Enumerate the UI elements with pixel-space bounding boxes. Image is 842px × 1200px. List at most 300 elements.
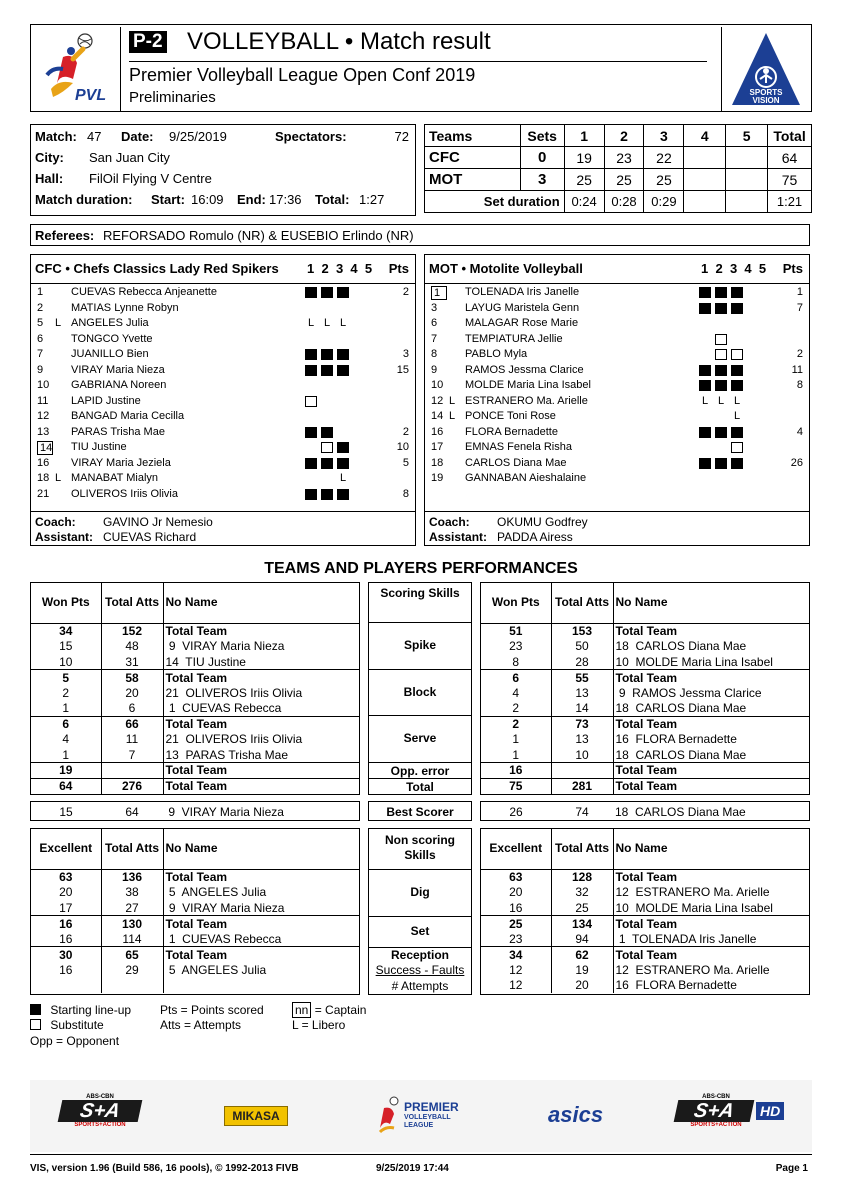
legend-points: Pts = Points scored [160,1003,264,1017]
set-duration [726,191,768,213]
home-coach: GAVINO Jr Nemesio [103,515,213,529]
set4-header: 4 [684,125,726,147]
table-row [481,639,809,655]
total-score: 64 [768,147,812,169]
starting-square-icon [699,287,711,298]
skill-total: Total [406,780,434,794]
row-name: 1 TOLENADA Iris Janelle [615,931,757,946]
set-score: 25 [644,169,684,191]
excellent-header: Excellent [31,829,101,869]
set-duration: 0:24 [564,191,604,213]
player-row [31,379,415,395]
starting-square-icon [30,1004,41,1015]
player-row [425,457,809,473]
starting-square-icon [337,349,349,360]
row-name: 9 VIRAY Maria Nieza [165,639,285,654]
coach-label: Coach: [429,515,470,529]
libero-marker: L [449,394,456,407]
row-value-b: 48 [101,639,163,655]
row-value-b: 13 [551,732,613,748]
player-points: 5 [402,456,409,469]
row-value-a: 12 [481,978,551,994]
legend-libero: L = Libero [292,1018,346,1032]
player-number: 8 [431,348,438,360]
home-nonscoring-table [31,829,359,993]
scoring-skills-header: Scoring Skills [380,586,460,600]
player-name: MOLDE Maria Lina Isabel [465,379,591,391]
hall-label: Hall: [35,171,64,186]
table-row [31,885,359,901]
substitute-square-icon [305,396,317,407]
starting-square-icon [731,380,743,391]
row-name: Total Team [163,670,359,686]
starting-square-icon [337,442,349,453]
row-value-b: 32 [551,885,613,901]
total-atts-header: Total Atts [101,583,163,623]
player-name: JUANILLO Bien [71,348,149,360]
player-name: MATIAS Lynne Robyn [71,301,179,314]
player-row [425,426,809,442]
starting-square-icon [305,427,317,438]
row-value-b: 27 [101,900,163,916]
total-atts-header: Total Atts [551,583,613,623]
total-time: 1:27 [359,192,385,207]
row-value-b: 28 [551,654,613,670]
s-plus-a-text: S+A [674,1100,755,1122]
set-duration: 0:28 [604,191,644,213]
team-code: MOT [425,169,521,191]
player-row [425,395,809,411]
player-row [425,286,809,302]
row-value-b: 13 [551,685,613,701]
starting-square-icon [699,365,711,376]
starting-square-icon [731,427,743,438]
row-value-b: 136 [101,869,163,885]
player-number: 18 [431,456,444,469]
row-name: 1 CUEVAS Rebecca [165,931,282,946]
set-score: 23 [604,147,644,169]
player-number: 12 [431,394,444,407]
player-points: 11 [791,363,803,376]
row-value-a: 1 [31,701,101,717]
row-value-a: 34 [481,947,551,963]
row-name: Total Team [613,916,809,932]
row-value-b: 29 [101,962,163,978]
away-team-name: MOT • Motolite Volleyball [429,261,583,276]
table-row [481,885,809,901]
player-number: 21 [37,487,50,500]
row-name: Total Team [613,778,809,794]
legend-substitute-text: Substitute [50,1018,104,1032]
row-name: Total Team [163,947,359,963]
sets-won: 3 [520,169,564,191]
table-row [31,747,359,763]
sets-header: Sets [520,125,564,147]
starting-square-icon [305,349,317,360]
player-number: 7 [37,348,44,360]
footer-version: VIS, version 1.96 (Build 586, 16 pools), © 1992-2013 FIVB [30,1163,299,1174]
best-scorer-atts: 74 [575,805,589,819]
player-number: 10 [37,379,50,391]
reception-attempts: # Attempts [391,979,449,993]
legend-opponent: Opp = Opponent [30,1034,120,1048]
player-name: EMNAS Fenela Risha [465,441,572,453]
table-row [481,962,809,978]
sportsvision-logo-text: SPORTS VISION [749,88,783,105]
no-name-header: No Name [163,583,359,623]
row-value-b: 128 [551,869,613,885]
table-row [31,778,359,794]
player-number: 14 [431,410,444,422]
player-number: 7 [431,332,438,345]
libero-marker: L [55,472,62,484]
player-name: LAYUG Maristela Genn [465,301,580,314]
libero-set-marker: L [323,317,331,329]
sports-action-text: SPORTS+ACTION [74,1122,126,1128]
header-row [481,829,809,869]
libero-set-marker: L [307,317,315,329]
footer-page: Page 1 [775,1163,808,1174]
row-value-a: 15 [31,639,101,655]
best-scorer-name: 9 VIRAY Maria Nieza [165,805,284,819]
best-scorer-label: Best Scorer [386,805,454,819]
substitute-square-icon [321,442,333,453]
table-row [481,654,809,670]
pvl-league-text: LEAGUE [404,1122,434,1129]
row-value-b: 65 [101,947,163,963]
starting-square-icon [337,458,349,469]
footer [30,1163,812,1174]
sports-action-hd-logo [676,1094,790,1138]
starting-square-icon [321,489,333,500]
best-scorer-name: 18 CARLOS Diana Mae [615,805,746,819]
player-name: ANGELES Julia [71,317,149,329]
starting-square-icon [731,287,743,298]
match-label: Match: [35,129,77,144]
score-row-home [425,147,812,169]
table-row [31,732,359,748]
set-score [684,147,726,169]
mikasa-logo: MIKASA [224,1106,288,1126]
player-number: 16 [431,425,444,438]
end-label: End: [237,192,266,207]
row-value-a: 4 [31,732,101,748]
table-row [481,869,809,885]
substitute-square-icon [715,334,727,345]
substitute-square-icon [30,1019,41,1030]
player-row [31,472,415,488]
row-name: 10 MOLDE Maria Lina Isabel [615,654,773,669]
set5-header: 5 [726,125,768,147]
home-best-scorer [30,801,360,821]
match-number: 47 [87,129,102,144]
player-number: 1 [431,286,447,300]
best-scorer-points: 26 [509,805,523,819]
libero-set-marker: L [733,410,741,422]
starting-square-icon [715,380,727,391]
start-label: Start: [151,192,185,207]
table-row [31,716,359,732]
points-header: Pts [782,261,803,276]
table-row [481,685,809,701]
set1-header: 1 [564,125,604,147]
starting-square-icon [321,287,333,298]
skill-dig: Dig [410,885,430,899]
set-duration: 0:29 [644,191,684,213]
player-row [31,302,415,318]
row-name: 12 ESTRANERO Ma. Arielle [615,885,770,900]
row-value-a: 63 [481,869,551,885]
player-row [31,410,415,426]
header-row [481,583,809,623]
legend-captain [292,1003,366,1017]
row-value-a: 23 [481,931,551,947]
skill-reception: Reception [390,948,449,962]
starting-square-icon [305,458,317,469]
set-score: 22 [644,147,684,169]
set-duration [684,191,726,213]
row-name: Total Team [613,947,809,963]
row-value-a: 16 [31,931,101,947]
row-value-a: 2 [31,685,101,701]
player-name: FLORA Bernadette [465,425,558,438]
row-value-b [101,978,163,994]
player-row [31,286,415,302]
asics-logo: asics [548,1102,604,1127]
starting-square-icon [337,489,349,500]
row-name: Total Team [613,716,809,732]
player-row [31,426,415,442]
skill-spike: Spike [403,638,436,652]
starting-square-icon [731,303,743,314]
libero-set-marker: L [733,394,741,407]
pvl-volleyball-text: VOLLEYBALL [404,1114,451,1121]
row-value-b: 20 [551,978,613,994]
starting-square-icon [715,287,727,298]
row-name: Total Team [613,763,809,779]
player-row [425,348,809,364]
player-name: GANNABAN Aieshalaine [465,472,587,484]
player-number: 11 [37,394,49,407]
table-row [481,747,809,763]
table-row [481,916,809,932]
row-value-b: 152 [101,623,163,639]
row-name: 16 FLORA Bernadette [615,978,737,993]
legend-starting [30,1003,131,1017]
pvl-logo-text: PVL [75,87,107,104]
legend-captain-text: = Captain [314,1003,367,1017]
libero-set-marker: L [339,317,347,329]
table-row [31,670,359,686]
row-name: 1 CUEVAS Rebecca [165,701,282,715]
starting-square-icon [699,458,711,469]
player-name: BANGAD Maria Cecilla [71,410,185,422]
row-name: 13 PARAS Trisha Mae [165,747,288,762]
starting-square-icon [321,349,333,360]
document-header [30,24,812,112]
row-value-a: 75 [481,778,551,794]
player-points: 26 [790,456,803,469]
total-atts-header: Total Atts [101,829,163,869]
row-name: Total Team [613,869,809,885]
sports-action-logo [60,1094,140,1138]
skill-block: Block [403,685,437,699]
legend-substitute [30,1018,104,1032]
match-date: 9/25/2019 [169,129,227,144]
row-value-b: 281 [551,778,613,794]
row-name: 9 RAMOS Jessma Clarice [615,685,762,700]
starting-square-icon [715,303,727,314]
pvl-logo [33,27,121,111]
row-value-a: 16 [481,900,551,916]
player-name: OLIVEROS Iriis Olivia [71,487,178,500]
table-row [31,916,359,932]
row-value-b: 66 [101,716,163,732]
starting-square-icon [305,365,317,376]
score-header-row [425,125,812,147]
player-name: PARAS Trisha Mae [71,425,165,438]
substitute-square-icon [731,442,743,453]
no-name-header: No Name [613,829,809,869]
no-name-header: No Name [613,583,809,623]
row-value-b: 134 [551,916,613,932]
won-pts-header: Won Pts [31,583,101,623]
no-name-header: No Name [163,829,359,869]
row-value-a: 19 [31,763,101,779]
row-name: Total Team [163,916,359,932]
player-number: 17 [431,441,444,453]
player-number: 18 [37,472,50,484]
set-score: 25 [564,169,604,191]
starting-square-icon [715,427,727,438]
player-row [31,364,415,380]
row-value-b: 25 [551,900,613,916]
starting-square-icon [321,365,333,376]
player-points: 4 [796,425,803,438]
home-roster [30,254,416,546]
row-value-b: 11 [101,732,163,748]
skill-set: Set [410,924,430,938]
row-value-a: 4 [481,685,551,701]
city-value: San Juan City [89,150,170,165]
player-row [31,317,415,333]
row-value-b: 20 [101,685,163,701]
row-value-b: 73 [551,716,613,732]
row-name: 21 OLIVEROS Iriis Olivia [165,732,303,747]
starting-square-icon [699,427,711,438]
set-score [726,147,768,169]
away-roster [424,254,810,546]
row-value-a: 20 [31,885,101,901]
assistant-label: Assistant: [429,530,488,544]
row-value-b [551,763,613,779]
substitute-square-icon [715,349,727,360]
team-code: CFC [425,147,521,169]
set2-header: 2 [604,125,644,147]
home-team-name: CFC • Chefs Classics Lady Red Spikers [35,261,279,276]
player-name: PABLO Myla [465,348,528,360]
starting-square-icon [321,427,333,438]
row-name: 18 CARLOS Diana Mae [615,639,747,654]
table-row [31,900,359,916]
player-name: ESTRANERO Ma. Arielle [465,394,588,407]
row-value-b: 58 [101,670,163,686]
row-value-b: 130 [101,916,163,932]
player-number: 10 [431,379,444,391]
player-row [425,379,809,395]
table-row [31,685,359,701]
date-label: Date: [121,129,154,144]
row-name: Total Team [613,623,809,639]
player-points: 10 [396,441,409,453]
set-col-label: 4 [350,261,358,276]
starting-square-icon [715,458,727,469]
best-scorer-points: 15 [59,805,73,819]
player-row [31,348,415,364]
total-score: 75 [768,169,812,191]
score-row-away [425,169,812,191]
row-name: 10 MOLDE Maria Lina Isabel [615,900,773,915]
libero-set-marker: L [701,394,709,407]
player-name: CARLOS Diana Mae [465,456,567,469]
match-info-panel [30,124,416,216]
total-header: Total [768,125,812,147]
row-name: 5 ANGELES Julia [165,962,267,977]
player-row [425,302,809,318]
player-number: 9 [431,363,438,376]
league-name: Premier Volleyball League Open Conf 2019 [129,65,476,85]
player-row [425,472,809,488]
away-scoring-table [481,583,809,794]
row-value-b: 114 [101,931,163,947]
table-row [31,869,359,885]
row-value-b: 7 [101,747,163,763]
set-col-label: 1 [701,261,709,276]
row-value-a: 16 [31,962,101,978]
player-row [425,364,809,380]
hd-badge: HD [756,1102,784,1120]
total-duration: 1:21 [768,191,812,213]
table-row [31,701,359,717]
set-col-label: 2 [715,261,723,276]
header-row [31,829,359,869]
total-label: Total: [315,192,350,207]
row-value-a: 23 [481,639,551,655]
libero-marker: L [55,317,62,329]
libero-set-marker: L [717,394,725,407]
table-row [481,732,809,748]
substitute-square-icon [731,349,743,360]
coach-label: Coach: [35,515,76,529]
start-time: 16:09 [191,192,224,207]
player-number: 16 [37,456,50,469]
set-col-label: 4 [744,261,752,276]
starting-square-icon [305,287,317,298]
row-name: 18 CARLOS Diana Mae [615,747,747,762]
player-number: 12 [37,410,50,422]
player-row [31,441,415,457]
row-value-b: 50 [551,639,613,655]
player-number: 6 [431,317,438,329]
table-row [31,978,359,994]
player-row [31,395,415,411]
row-name: 12 ESTRANERO Ma. Arielle [615,962,770,977]
player-number: 9 [37,363,44,376]
row-value-a: 16 [31,916,101,932]
table-row [481,947,809,963]
table-row [481,701,809,717]
assistant-label: Assistant: [35,530,94,544]
